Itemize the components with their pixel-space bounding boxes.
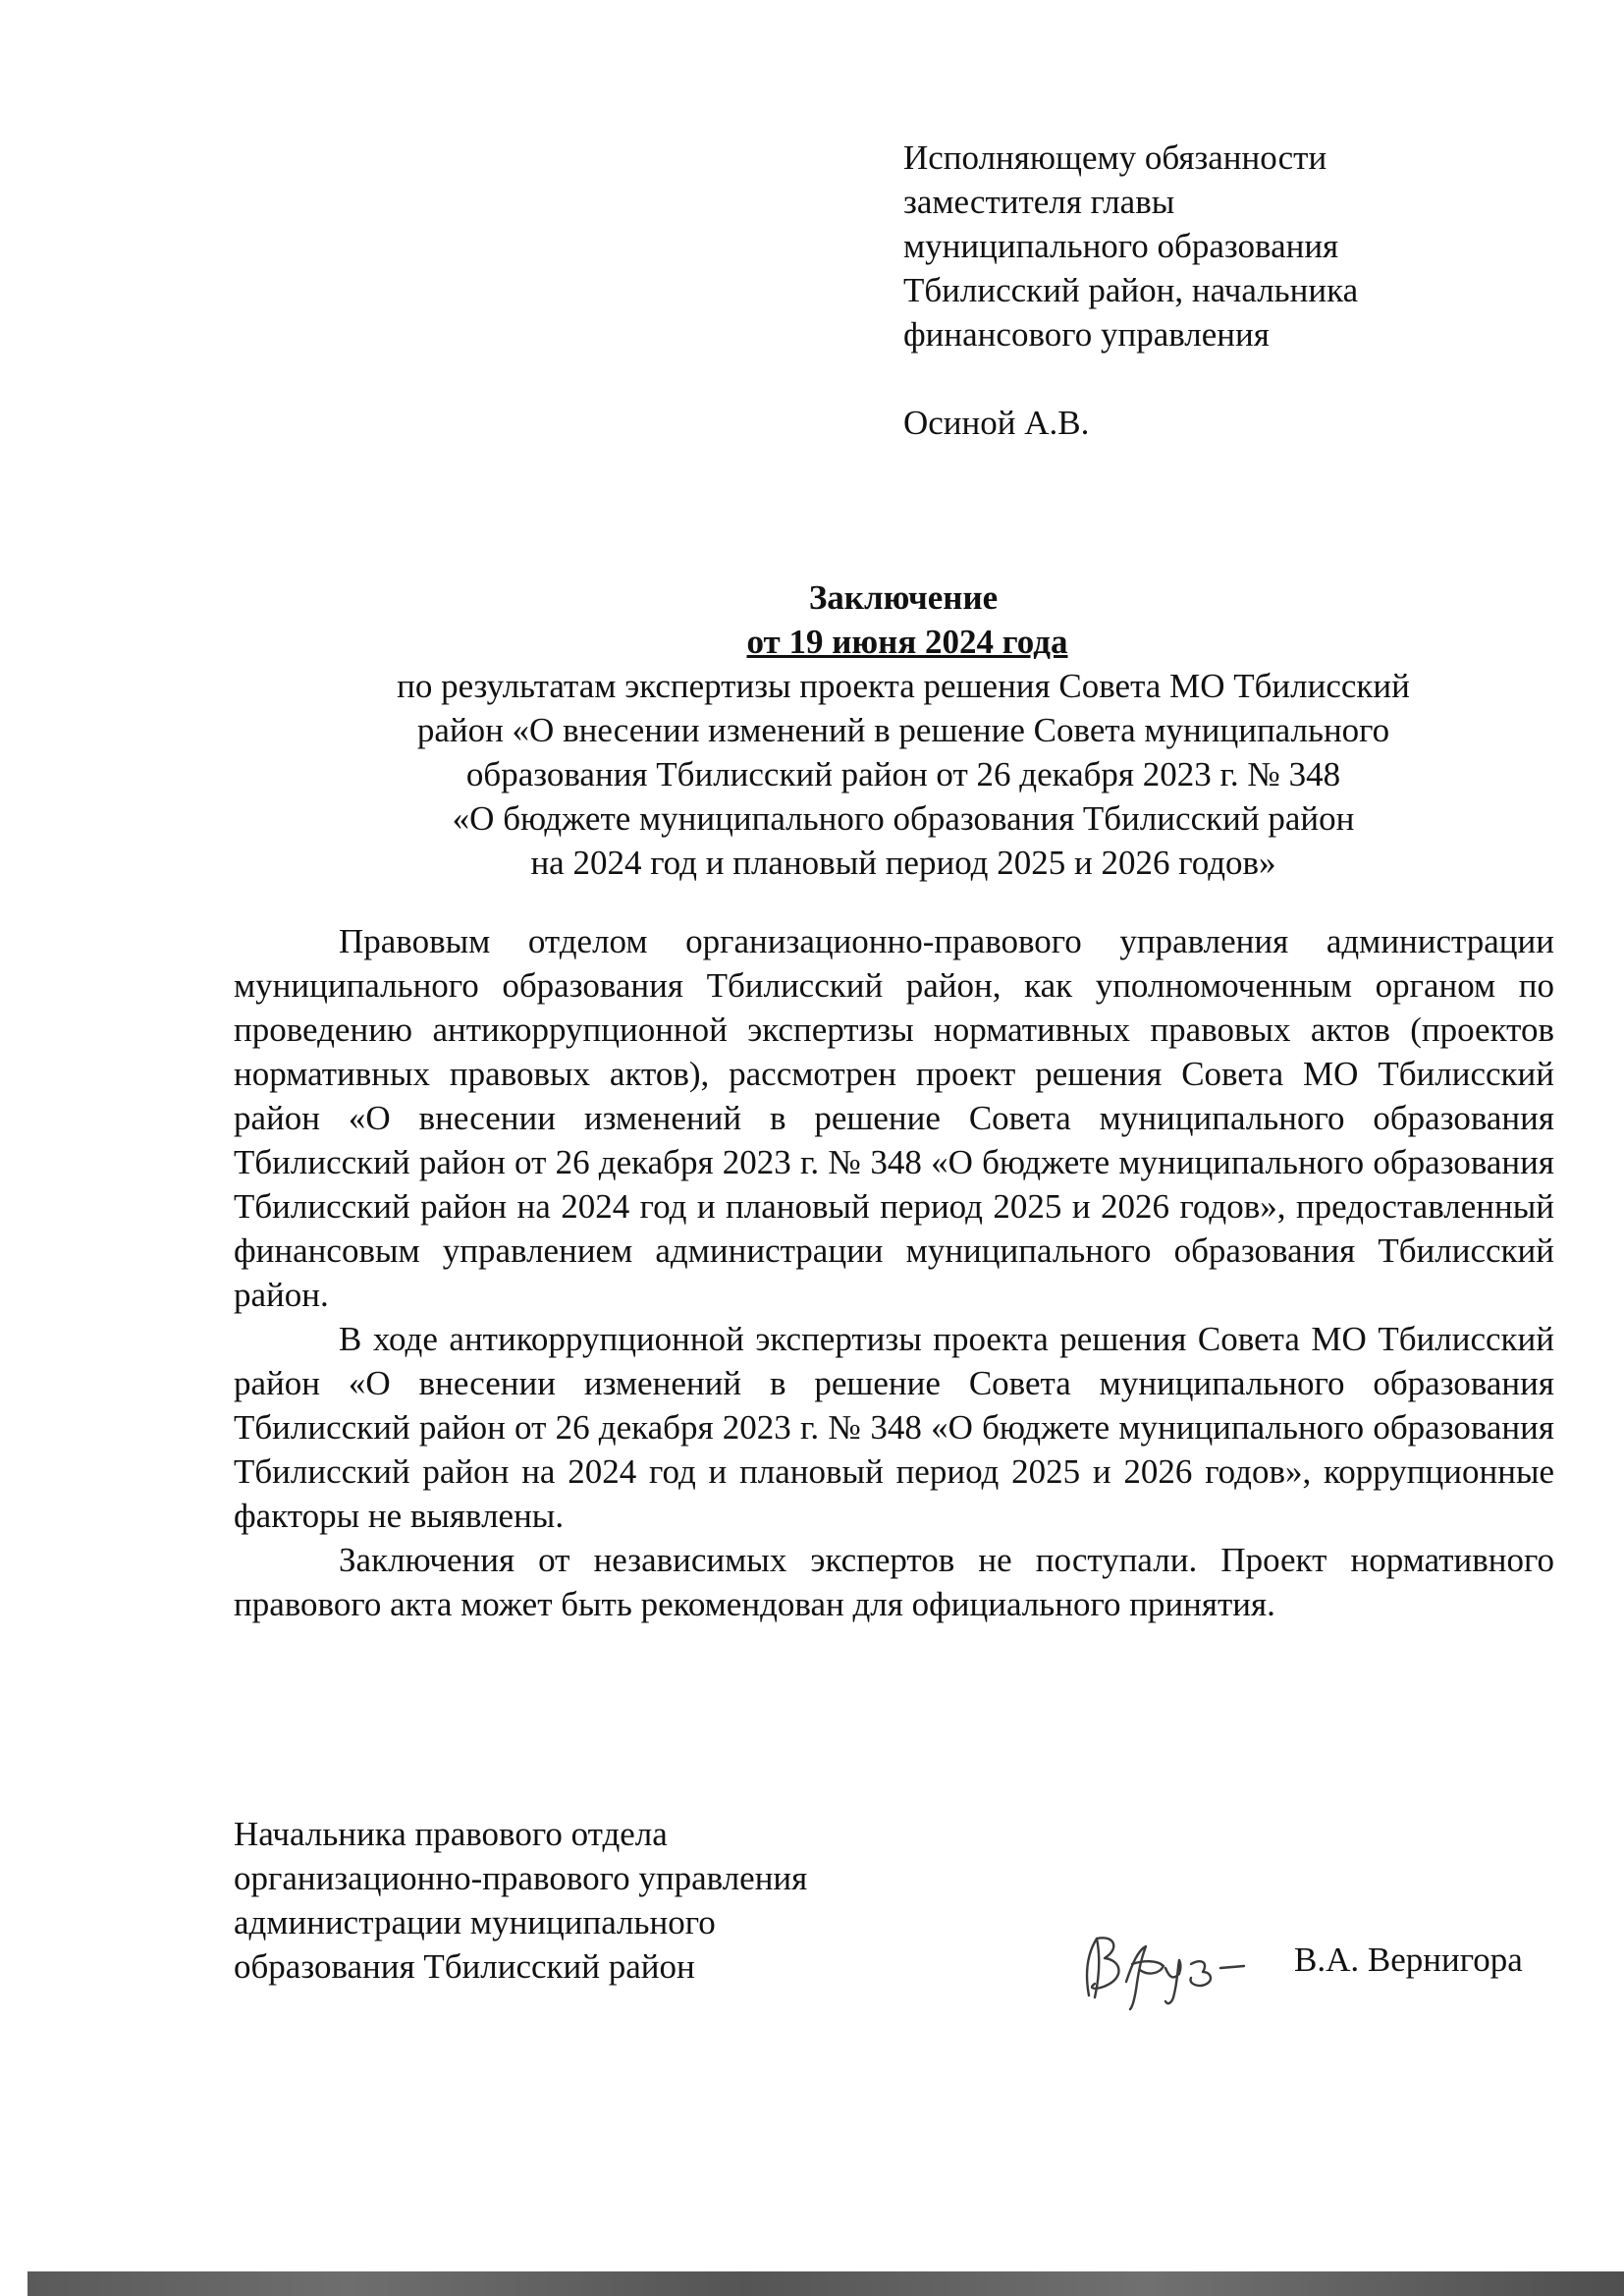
- addressee-line: заместителя главы: [903, 183, 1175, 221]
- signatory-position-line: администрации муниципального: [234, 1903, 716, 1941]
- addressee-line: финансового управления: [903, 315, 1270, 354]
- addressee-line: муниципального образования: [903, 227, 1339, 265]
- signatory-position-line: организационно-правового управления: [234, 1859, 808, 1897]
- body-paragraph: Заключения от независимых экспертов не поступали. Проект нормативного правового акта может быть рекомендован для официального принятия.: [234, 1541, 1554, 1623]
- scan-edge-bar: [27, 2271, 1624, 2296]
- addressee-block: [903, 136, 1532, 445]
- document-subtitle-line: район «О внесении изменений в решение Совета муниципального: [416, 711, 1390, 749]
- document-date: от 19 июня 2024 года: [746, 623, 1068, 661]
- addressee-line: Тбилисский район, начальника: [903, 271, 1359, 309]
- signatory-position: [234, 1812, 921, 1989]
- handwritten-signature: [1075, 1925, 1281, 2013]
- document-subtitle-line: образования Тбилисский район от 26 декабря 2023 г. № 348: [465, 755, 1341, 793]
- signatory-name: В.А. Вернигора: [1294, 1941, 1523, 1979]
- document-body: [234, 919, 1554, 1626]
- body-paragraph: Правовым отделом организационно-правового управления администрации муниципального образования Тбилисский район, как уполномоченным органом по проведению антикоррупционной экспертизы нормативных правовых актов (проектов нормативных правовых актов), рассмотрен проект решения Совета МО Тбилисский район «О внесении изменений в решение Совета муниципального образования Тбилисский район от 26 декабря 2023 г. № 348 «О бюджете муниципального образования Тбилисский район на 2024 год и плановый период 2025 и 2026 годов», предоставленный финансовым управлением администрации муниципального образования Тбилисский район.: [234, 922, 1554, 1314]
- document-subtitle-line: по результатам экспертизы проекта решения Совета МО Тбилисский: [397, 667, 1410, 705]
- document-subtitle-line: «О бюджете муниципального образования Тбилисский район: [452, 799, 1355, 838]
- addressee-line: Исполняющему обязанности: [903, 138, 1327, 177]
- signatory-position-line: образования Тбилисский район: [234, 1947, 695, 1986]
- body-paragraph: В ходе антикоррупционной экспертизы проекта решения Совета МО Тбилисский район «О внесении изменений в решение Совета муниципального образования Тбилисский район от 26 декабря 2023 г. № 348 «О бюджете муниципального образования Тбилисский район на 2024 год и плановый период 2025 и 2026 годов», коррупционные факторы не выявлены.: [234, 1320, 1554, 1535]
- document-heading: [234, 575, 1573, 885]
- document-subtitle-line: на 2024 год и плановый период 2025 и 2026 годов»: [530, 844, 1276, 882]
- addressee-name: Осиной А.В.: [903, 404, 1090, 442]
- document-title: Заключение: [808, 578, 999, 617]
- signatory-position-line: Начальника правового отдела: [234, 1815, 668, 1853]
